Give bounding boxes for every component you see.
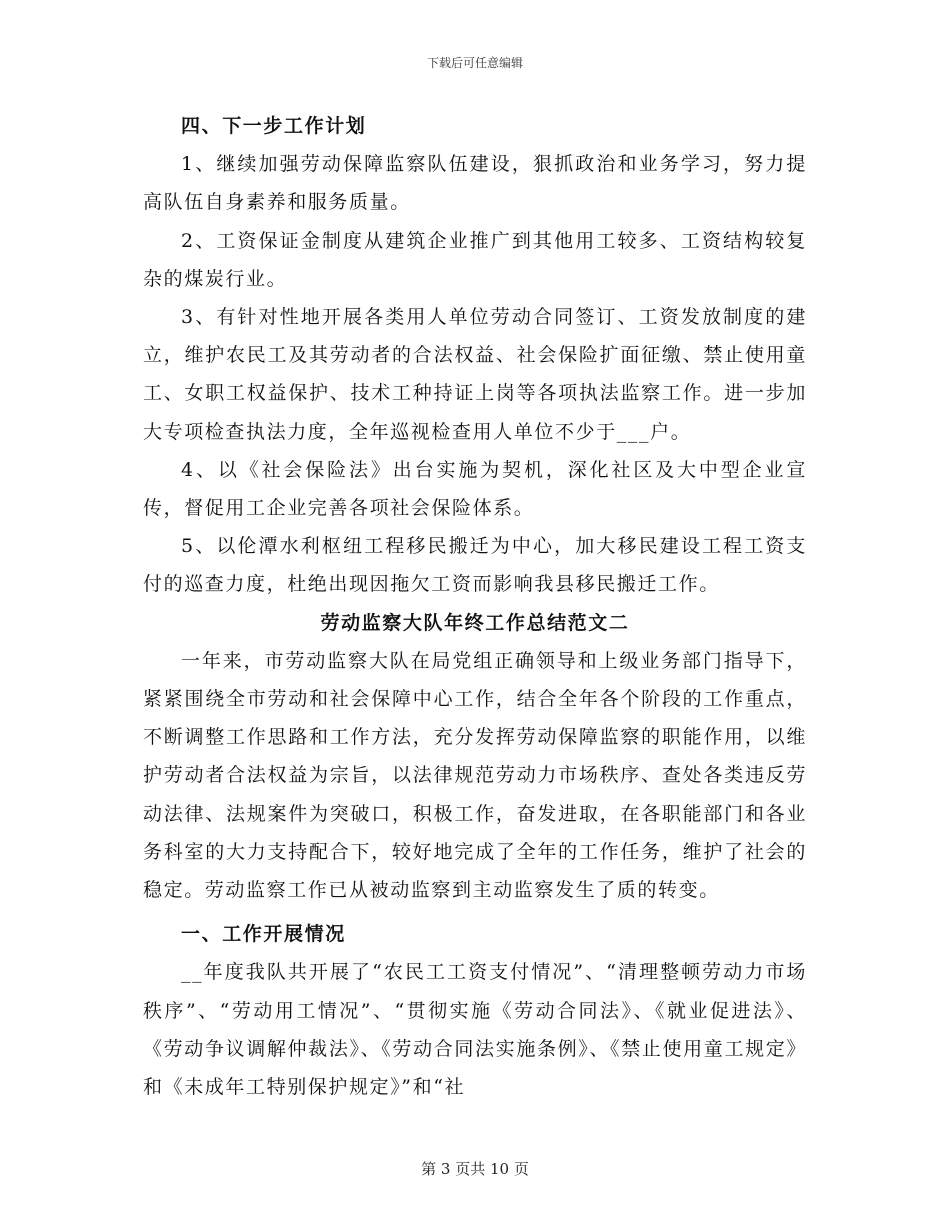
document-title-2: 劳动监察大队年终工作总结范文二 — [320, 611, 630, 634]
document-body — [143, 107, 807, 1106]
intro-paragraph: 一年来，市劳动监察大队在局党组正确领导和上级业务部门指导下，紧紧围绕全市劳动和社会保障中心工作，结合全年各个阶段的工作重点，不断调整工作思路和工作方法，充分发挥劳动保障监察的职能作用，以维护劳动者合法权益为宗旨，以法律规范劳动力市场秩序、查处各类违反劳动法律、法规案件为突破口，积极工作，奋发进取，在各职能部门和各业务科室的大力支持配合下，较好地完成了全年的工作任务，维护了社会的稳定。劳动监察工作已从被动监察到主动监察发生了质的转变。 — [143, 649, 807, 902]
plan-item-1: 1、继续加强劳动保障监察队伍建设，狠抓政治和业务学习，努力提高队伍自身素养和服务质量。 — [143, 153, 807, 214]
page-number: 第 3 页共 10 页 — [421, 1160, 529, 1178]
plan-item-4: 4、以《社会保险法》出台实施为契机，深化社区及大中型企业宣传，督促用工企业完善各项社会保险体系。 — [143, 458, 807, 520]
page-header: 下载后可任意编辑 — [426, 56, 523, 70]
plan-item-5: 5、以伦潭水利枢纽工程移民搬迁为中心，加大移民建设工程工资支付的巡查力度，杜绝出现因拖欠工资而影响我县移民搬迁工作。 — [143, 535, 807, 596]
work-progress-paragraph: __年度我队共开展了“农民工工资支付情况”、“清理整顿劳动力市场秩序”、“劳动用工情况”、“贯彻实施《劳动合同法》、《就业促进法》、《劳动争议调解仲裁法》、《劳动合同法实施条例》、《禁止使用童工规定》和《未成年工特别保护规定》”和“社 — [143, 961, 807, 1099]
section-heading-next-plan: 四、下一步工作计划 — [181, 115, 367, 137]
plan-item-3: 3、有针对性地开展各类用人单位劳动合同签订、工资发放制度的建立，维护农民工及其劳动者的合法权益、社会保险扩面征缴、禁止使用童工、女职工权益保护、技术工种持证上岗等各项执法监察工作。进一步加大专项检查执法力度，全年巡视检查用人单位不少于___户。 — [143, 306, 807, 443]
section-heading-work-progress: 一、工作开展情况 — [181, 923, 346, 946]
plan-item-2: 2、工资保证金制度从建筑企业推广到其他用工较多、工资结构较复杂的煤炭行业。 — [143, 229, 807, 290]
